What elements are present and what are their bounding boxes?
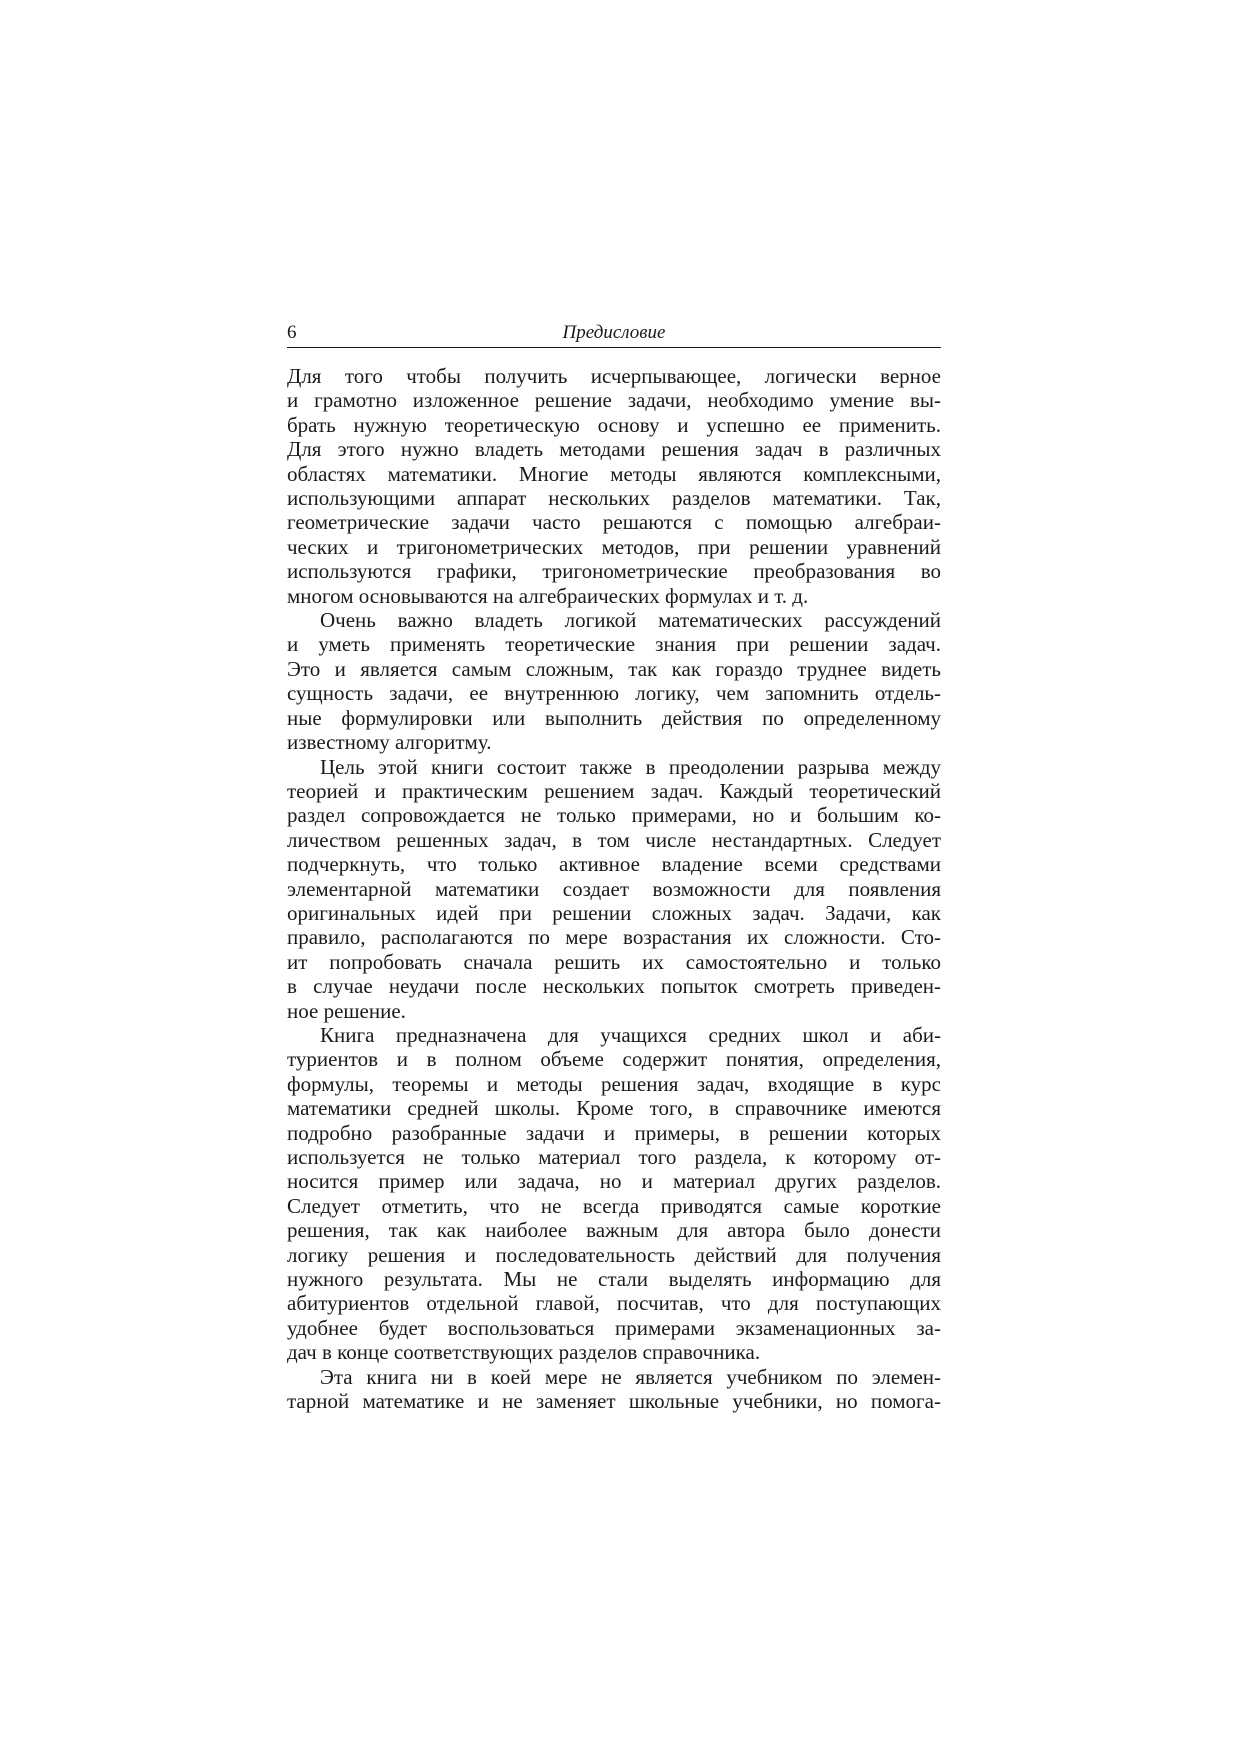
text-line: дач в конце соответствующих разделов справочника. <box>287 1340 761 1365</box>
text-line: Это и является самым сложным, так как гораздо труднее видеть <box>287 656 941 681</box>
text-line: носится пример или задача, но и материал других разделов. <box>287 1169 941 1194</box>
text-line: математики средней школы. Кроме того, в справочнике имеются <box>287 1096 941 1121</box>
text-line: раздел сопровождается не только примерами, но и большим ко- <box>287 803 941 828</box>
text-line: и уметь применять теоретические знания при решении задач. <box>287 632 941 657</box>
text-line: областях математики. Многие методы являются комплексными, <box>287 461 941 486</box>
text-line: элементарной математики создает возможности для появления <box>287 876 941 901</box>
text-line: ное решение. <box>287 998 406 1023</box>
text-line: используется не только материал того раздела, к которому от- <box>287 1145 941 1169</box>
text-line: подробно разобранные задачи и примеры, в решении которых <box>287 1120 941 1145</box>
page-header <box>287 321 941 348</box>
text-line: Очень важно владеть логикой математических рассуждений <box>320 608 941 633</box>
text-line: Цель этой книги состоит также в преодолении разрыва между <box>320 754 941 779</box>
text-line: ные формулировки или выполнить действия по определенному <box>287 705 941 730</box>
paragraph <box>287 608 941 754</box>
text-line: Книга предназначена для учащихся средних школ и аби- <box>320 1022 941 1047</box>
text-line: формулы, теоремы и методы решения задач, входящие в курс <box>287 1071 941 1096</box>
running-head: Предисловие <box>562 322 666 343</box>
paragraph <box>287 755 941 1023</box>
text-line: логику решения и последовательность действий для получения <box>287 1242 941 1267</box>
text-line: нужного результата. Мы не стали выделять информацию для <box>287 1267 941 1292</box>
text-line: личеством решенных задач, в том числе нестандартных. Следует <box>287 827 941 852</box>
text-line: использующими аппарат нескольких разделов математики. Так, <box>287 486 941 511</box>
text-line: тарной математике и не заменяет школьные учебники, но помога- <box>287 1389 941 1414</box>
text-line: Для того чтобы получить исчерпывающее, логически верное <box>287 364 941 388</box>
text-line: подчеркнуть, что только активное владение всеми средствами <box>287 852 941 877</box>
text-line: ческих и тригонометрических методов, при решении уравнений <box>287 534 941 559</box>
body-text <box>287 364 941 1413</box>
text-line: ит попробовать сначала решить их самостоятельно и только <box>287 949 941 974</box>
page-number: 6 <box>287 322 297 343</box>
text-line: многом основываются на алгебраических формулах и т. д. <box>287 583 809 608</box>
text-line: Следует отметить, что не всегда приводятся самые короткие <box>287 1193 941 1218</box>
text-line: решения, так как наиболее важным для автора было донести <box>287 1218 941 1243</box>
paragraph <box>287 364 941 608</box>
text-line: известному алгоритму. <box>287 730 492 755</box>
text-line: геометрические задачи часто решаются с помощью алгебраи- <box>287 510 941 535</box>
text-line: сущность задачи, ее внутреннюю логику, чем запомнить отдель- <box>287 681 941 706</box>
text-line: и грамотно изложенное решение задачи, необходимо умение вы- <box>287 388 941 413</box>
text-line: Эта книга ни в коей мере не является учебником по элемен- <box>320 1364 941 1389</box>
text-line: туриентов и в полном объеме содержит понятия, определения, <box>287 1047 941 1072</box>
text-line: правило, располагаются по мере возрастания их сложности. Сто- <box>287 925 941 950</box>
text-line: брать нужную теоретическую основу и успешно ее применить. <box>287 412 941 437</box>
paragraph <box>287 1365 941 1414</box>
text-line: в случае неудачи после нескольких попыток смотреть приведен- <box>287 974 941 999</box>
text-line: абитуриентов отдельной главой, посчитав, что для поступающих <box>287 1291 941 1316</box>
text-line: теорией и практическим решением задач. Каждый теоретический <box>287 778 941 803</box>
text-line: Для этого нужно владеть методами решения задач в различных <box>287 437 941 462</box>
text-line: используются графики, тригонометрические преобразования во <box>287 559 941 584</box>
text-line: удобнее будет воспользоваться примерами экзаменационных за- <box>287 1315 941 1340</box>
paragraph <box>287 1023 941 1365</box>
text-line: оригинальных идей при решении сложных задач. Задачи, как <box>287 900 941 925</box>
